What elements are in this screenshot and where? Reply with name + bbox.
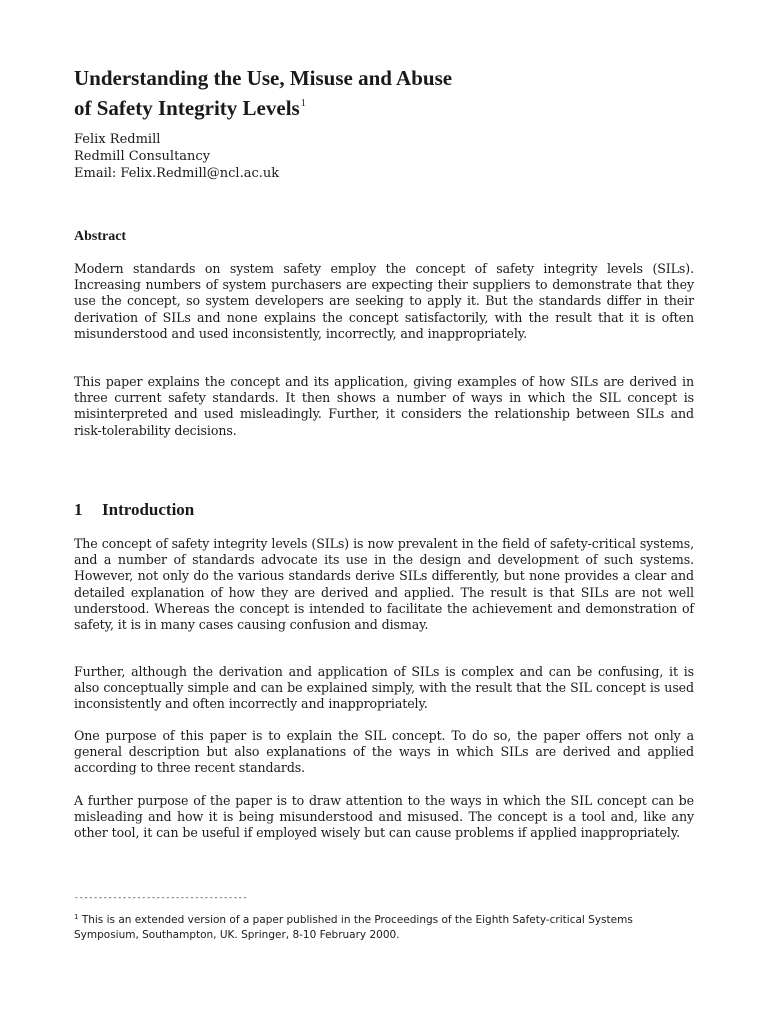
footnote-rule: ------------------------------------ (74, 893, 248, 902)
abstract-paragraph-1: Modern standards on system safety employ the concept of safety integrity levels (SILs). Increasing numbers of system purchasers are expecting their suppliers to demonstrate that they use the concept, so system developers are seeking to apply it. But the standards differ in their derivation of SILs and none explains the concept satisfactorily, with the result that it is often misunderstood and used inconsistently, incorrectly, and inappropriately. (74, 261, 694, 341)
intro-paragraph-2: Further, although the derivation and application of SILs is complex and can be confusing, it is also conceptually simple and can be explained simply, with the result that the SIL concept is used inconsistently and often incorrectly and inappropriately. (74, 664, 694, 712)
footnote-text: This is an extended version of a paper published in the Proceedings of the Eighth Safety-critical Systems Symposium, Southampton, UK. Springer, 8-10 February 2000. (74, 914, 633, 941)
section-number: 1 (74, 500, 83, 519)
title-line-1: Understanding the Use, Misuse and Abuse (74, 66, 453, 90)
section-title: Introduction (102, 500, 195, 519)
paper-title (74, 66, 694, 121)
footnote-marker: 1 (74, 913, 79, 921)
title-footnote-marker: 1 (300, 98, 306, 109)
author-block (74, 131, 279, 182)
author-email: Email: Felix.Redmill@ncl.ac.uk (74, 166, 280, 181)
section-heading (74, 500, 194, 520)
abstract-paragraph-2: This paper explains the concept and its application, giving examples of how SILs are derived in three current safety standards. It then shows a number of ways in which the SIL concept is misinterpreted and used misleadingly. Further, it considers the relationship between SILs and risk-tolerability decisions. (74, 374, 694, 438)
footnote (74, 910, 699, 943)
intro-paragraph-4: A further purpose of the paper is to draw attention to the ways in which the SIL concept can be misleading and how it is being misunderstood and misused. The concept is a tool and, like any other tool, it can be useful if employed wisely but can cause problems if applied inappropriately. (74, 793, 694, 841)
intro-paragraph-1: The concept of safety integrity levels (SILs) is now prevalent in the field of safety-critical systems, and a number of standards advocate its use in the design and development of such systems. However, not only do the various standards derive SILs differently, but none provides a clear and detailed explanation of how they are derived and applied. The result is that SILs are not well understood. Whereas the concept is intended to facilitate the achievement and demonstration of safety, it is in many cases causing confusion and dismay. (74, 536, 694, 633)
title-line-2: of Safety Integrity Levels (74, 96, 300, 120)
author-name: Felix Redmill (74, 132, 161, 147)
abstract-heading: Abstract (74, 229, 127, 244)
author-affiliation: Redmill Consultancy (74, 149, 211, 164)
intro-paragraph-3: One purpose of this paper is to explain the SIL concept. To do so, the paper offers not only a general description but also explanations of the ways in which SILs are derived and applied according to three recent standards. (74, 728, 694, 776)
